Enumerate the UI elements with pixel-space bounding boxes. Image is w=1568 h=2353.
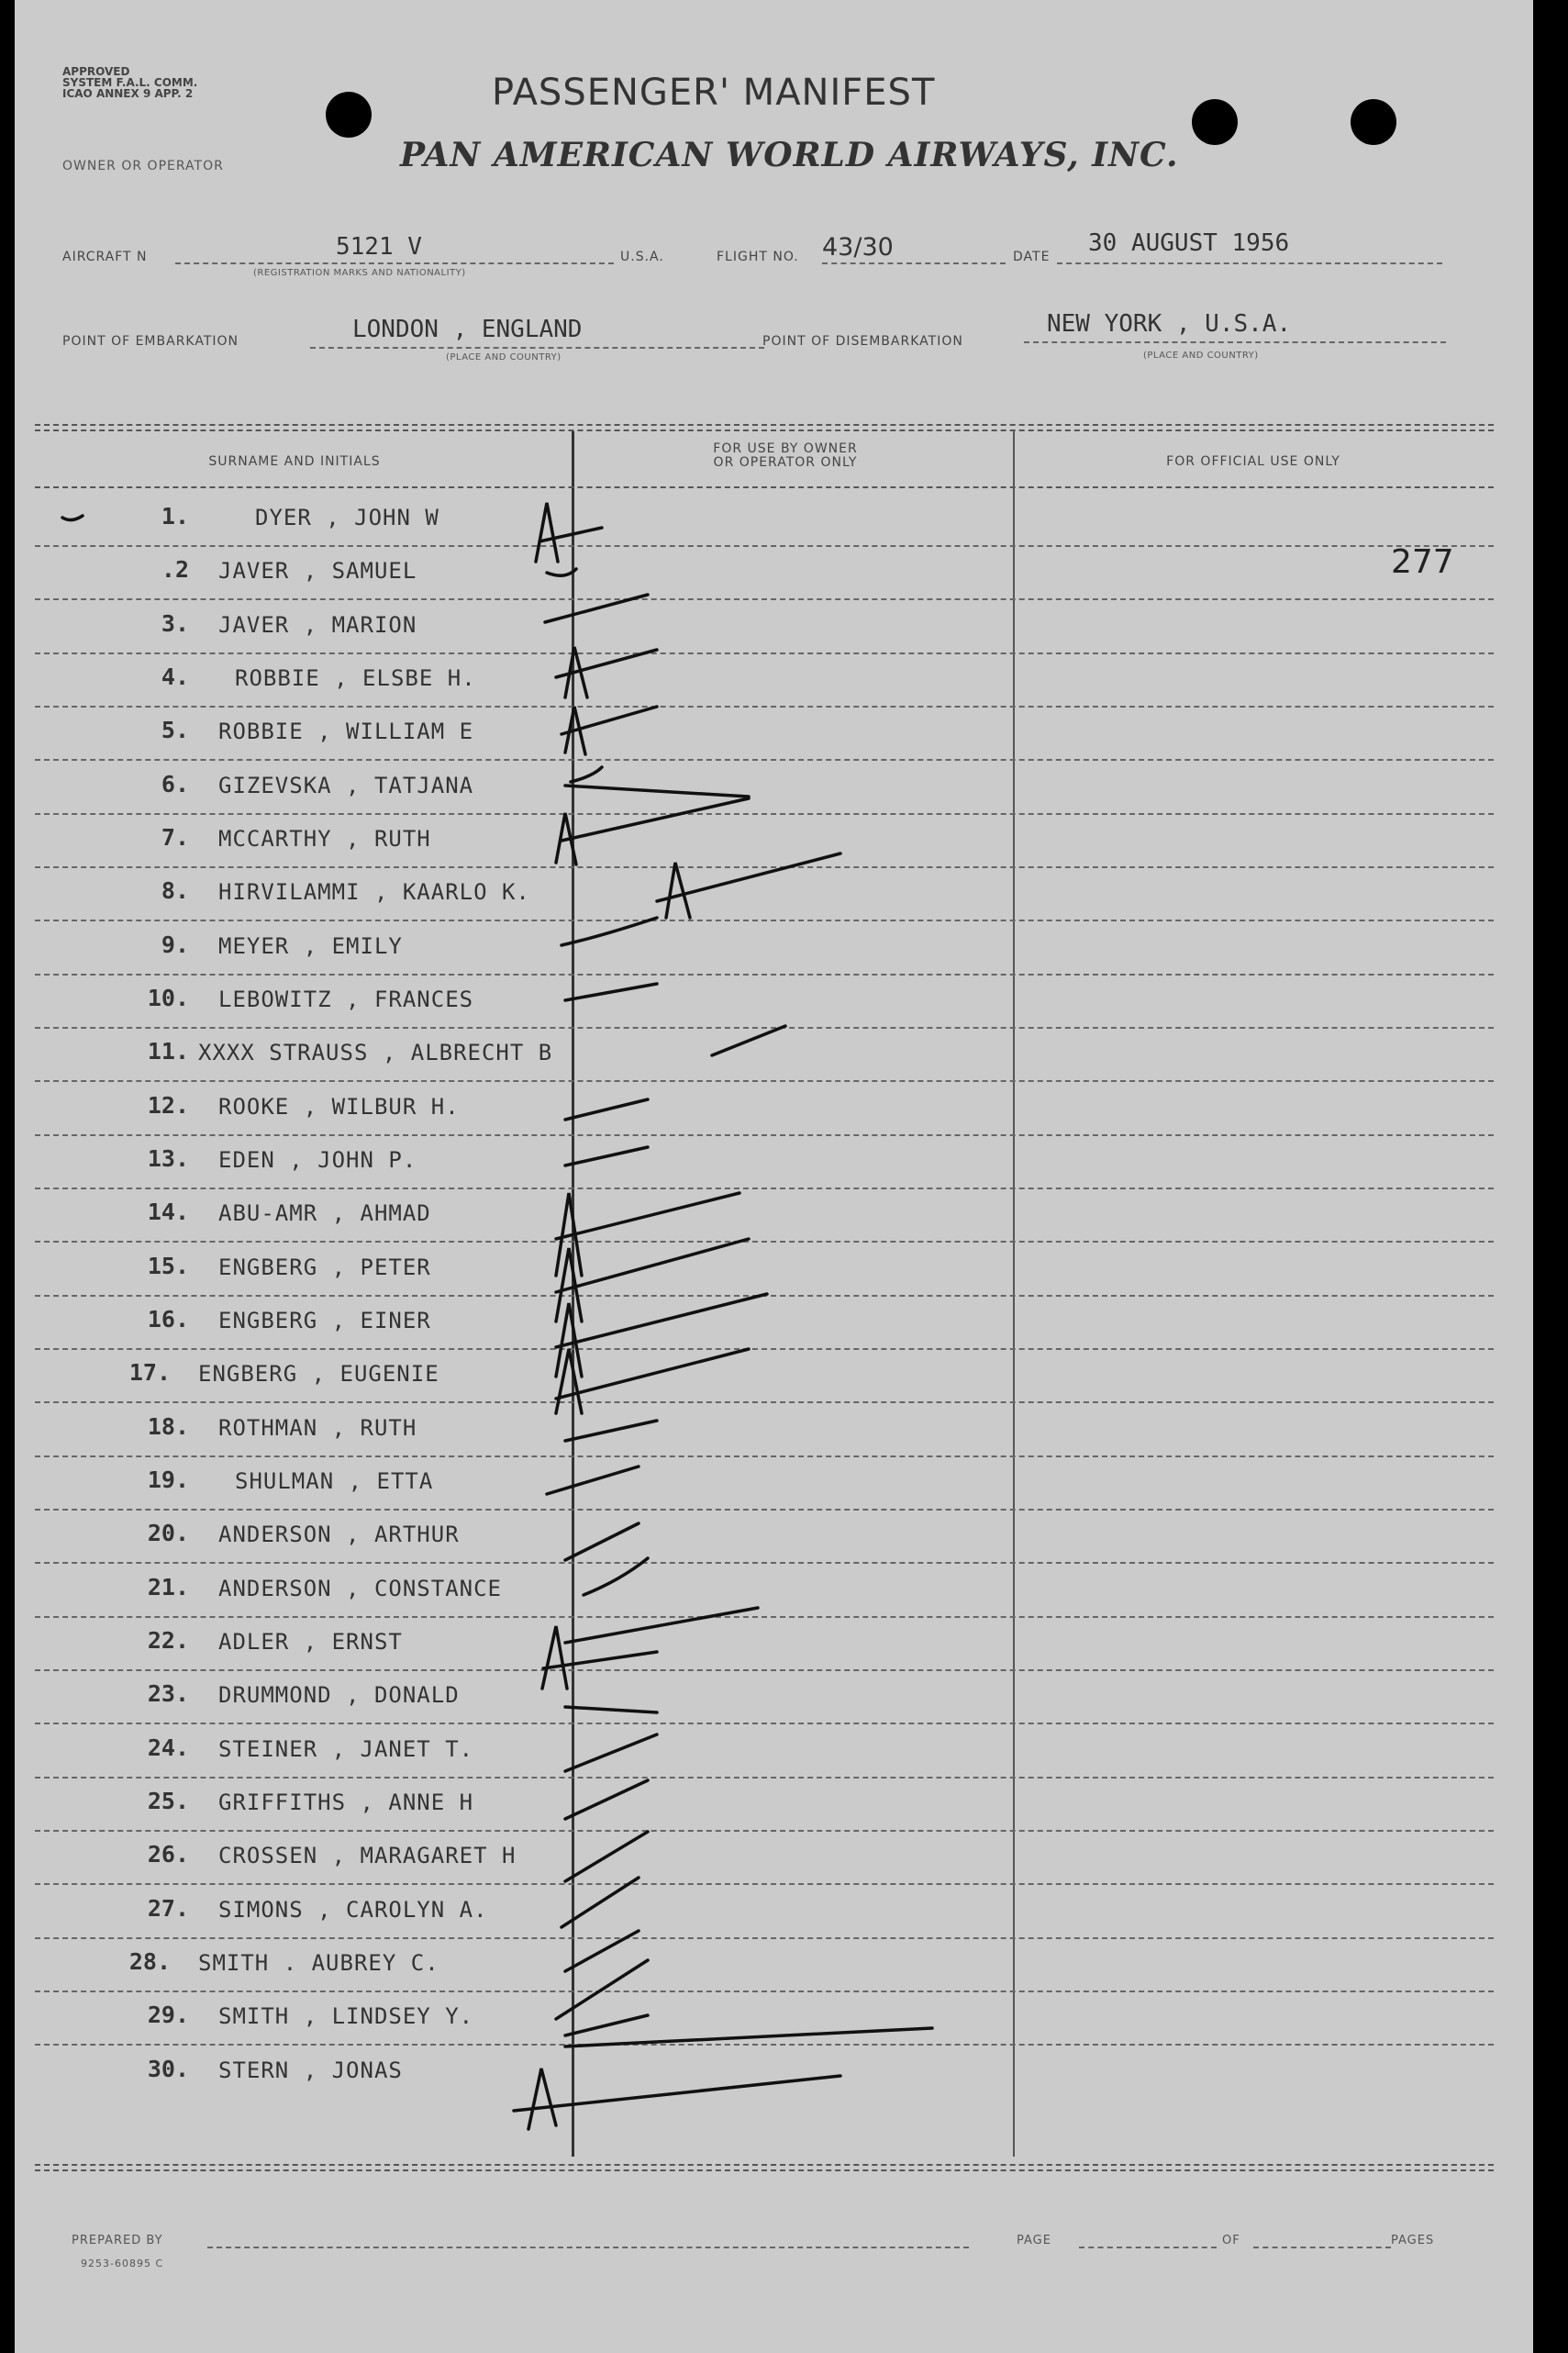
tick-mark [547,1466,639,1494]
disembarkation-label: POINT OF DISEMBARKATION [762,334,963,349]
pages-label: PAGES [1391,2234,1435,2247]
passenger-name: GRIFFITHS , ANNE H [218,1790,474,1815]
tick-mark [657,853,840,918]
tick-mark [514,2069,840,2129]
row-number: 25. [147,1788,189,1814]
official-note: 277 [1391,543,1454,581]
passenger-name: CROSSEN , MARAGARET H [218,1843,517,1868]
of-label: OF [1222,2234,1240,2247]
passenger-name: ADLER , ERNST [218,1629,403,1655]
tick-mark [556,1193,740,1276]
tick-mark [562,1878,639,1927]
tick-mark [556,798,749,864]
date-label: DATE [1013,250,1051,264]
tick-mark [565,1421,657,1441]
tick-mark [565,1099,648,1120]
passenger-name: SMITH , LINDSEY Y. [218,2003,474,2029]
tick-mark [565,767,749,797]
tick-mark [556,647,657,697]
place-note-embark: (PLACE AND COUNTRY) [446,352,562,362]
tick-mark [536,503,602,562]
country-label: U.S.A. [620,250,664,264]
passenger-name: SMITH . AUBREY C. [198,1950,439,1976]
row-number: 8. [161,877,189,904]
row-number: 9. [161,931,189,958]
prepared-by-label: PREPARED BY [72,2234,163,2247]
row-number: 5. [161,717,189,743]
row-number: 12. [147,1092,189,1119]
passenger-name: ROBBIE , WILLIAM E [218,719,474,744]
passenger-name: DYER , JOHN W [255,505,439,530]
tick-mark [565,1608,758,1643]
tick-mark [562,707,657,754]
row-number: 3. [161,610,189,637]
row-number: 29. [147,2002,189,2028]
passenger-name: MCCARTHY , RUTH [218,826,431,852]
row-number: 14. [147,1199,189,1225]
tick-mark [565,1832,648,1881]
approval-line: SYSTEM F.A.L. COMM. [62,76,198,89]
tick-mark [545,595,648,622]
tick-mark [565,1931,639,1971]
passenger-name: STERN , JONAS [218,2057,403,2083]
row-number: 22. [147,1627,189,1654]
passenger-name: SIMONS , CAROLYN A. [218,1897,488,1923]
tick-mark [584,1558,648,1595]
tick-mark [556,1349,749,1413]
column-header-official: FOR OFFICIAL USE ONLY [1166,454,1340,469]
aircraft-number: 5121 V [336,233,422,261]
embarkation-label: POINT OF EMBARKATION [62,334,239,349]
passenger-name: STEINER , JANET T. [218,1736,474,1762]
row-number: 11. [147,1038,189,1065]
embarkation-value: LONDON , ENGLAND [352,316,583,343]
row-number: 27. [147,1895,189,1922]
tick-mark [565,1707,657,1712]
column-header-surname: SURNAME AND INITIALS [208,454,381,469]
registration-note: (REGISTRATION MARKS AND NATIONALITY) [253,268,466,278]
aircraft-label: AIRCRAFT N [62,250,148,264]
flight-label: FLIGHT NO. [717,250,799,264]
passenger-name: ENGBERG , EUGENIE [198,1361,439,1387]
passenger-name: MEYER , EMILY [218,933,403,959]
passenger-name: ABU-AMR , AHMAD [218,1200,431,1226]
tick-mark [565,2028,932,2046]
passenger-name: ENGBERG , EINER [218,1308,431,1333]
tick-mark [565,1780,648,1819]
page-label: PAGE [1017,2234,1051,2247]
disembarkation-value: NEW YORK , U.S.A. [1047,310,1292,338]
operator-name: PAN AMERICAN WORLD AIRWAYS, INC. [400,136,1179,174]
tick-mark [565,984,657,1000]
passenger-name: ENGBERG , PETER [218,1255,431,1280]
row-number: 13. [147,1145,189,1172]
row-number: 23. [147,1680,189,1707]
approval-line: ICAO ANNEX 9 APP. 2 [62,87,194,100]
manifest-sheet [15,0,1533,2353]
row-number: .2 [161,556,189,583]
row-number: 15. [147,1253,189,1279]
of-line [1253,2247,1391,2248]
owner-use-line-1: FOR USE BY OWNER [713,441,858,456]
form-number: 9253-60895 C [81,2258,164,2269]
row-number: 21. [147,1574,189,1600]
passenger-name: ROTHMAN , RUTH [218,1415,417,1441]
owner-label: OWNER OR OPERATOR [62,159,224,173]
passenger-name: SHULMAN , ETTA [235,1468,434,1494]
row-number: 20. [147,1520,189,1546]
row-number: 30. [147,2056,189,2082]
row-number: 1. [161,503,189,530]
tick-mark [712,1026,785,1055]
tick-mark [562,918,657,945]
tick-mark [556,1239,749,1321]
passenger-name: HIRVILAMMI , KAARLO K. [218,879,530,905]
prepared-by-line [207,2247,969,2248]
tick-mark [565,1734,657,1771]
passenger-name: ANDERSON , ARTHUR [218,1522,460,1547]
row-number: 16. [147,1306,189,1333]
row-number: 28. [128,1948,171,1975]
passenger-name: LEBOWITZ , FRANCES [218,987,474,1012]
page-line [1079,2247,1217,2248]
row-number: 4. [161,664,189,690]
approval-line: APPROVED [62,65,130,78]
tick-mark [565,2015,648,2035]
passenger-name: DRUMMOND , DONALD [218,1682,460,1708]
row-number: 7. [161,824,189,851]
row-number: 17. [128,1359,171,1386]
passenger-name: GIZEVSKA , TATJANA [218,773,474,798]
row-number: 19. [147,1466,189,1493]
page-title: PASSENGER' MANIFEST [492,72,936,114]
date-value: 30 AUGUST 1956 [1088,229,1290,257]
passenger-name: XXXX STRAUSS , ALBRECHT B [198,1040,553,1065]
tick-mark [556,1294,767,1377]
row-number: 26. [147,1841,189,1868]
row-number: 6. [161,771,189,797]
passenger-name: ROBBIE , ELSBE H. [235,665,476,691]
margin-mark [62,516,83,520]
owner-use-line-2: OR OPERATOR ONLY [713,455,858,470]
row-number: 10. [147,985,189,1011]
flight-number: 43/30 [822,233,894,262]
row-number: 18. [147,1413,189,1440]
handwritten-marks [15,0,1533,2353]
passenger-name: ROOKE , WILBUR H. [218,1094,460,1120]
passenger-name: EDEN , JOHN P. [218,1147,417,1173]
row-number: 24. [147,1734,189,1761]
tick-mark [565,1147,648,1165]
passenger-name: ANDERSON , CONSTANCE [218,1576,502,1601]
passenger-name: JAVER , SAMUEL [218,558,417,584]
passenger-name: JAVER , MARION [218,612,417,638]
tick-mark [547,569,576,575]
place-note-disembark: (PLACE AND COUNTRY) [1143,351,1259,361]
tick-mark [565,1523,639,1560]
